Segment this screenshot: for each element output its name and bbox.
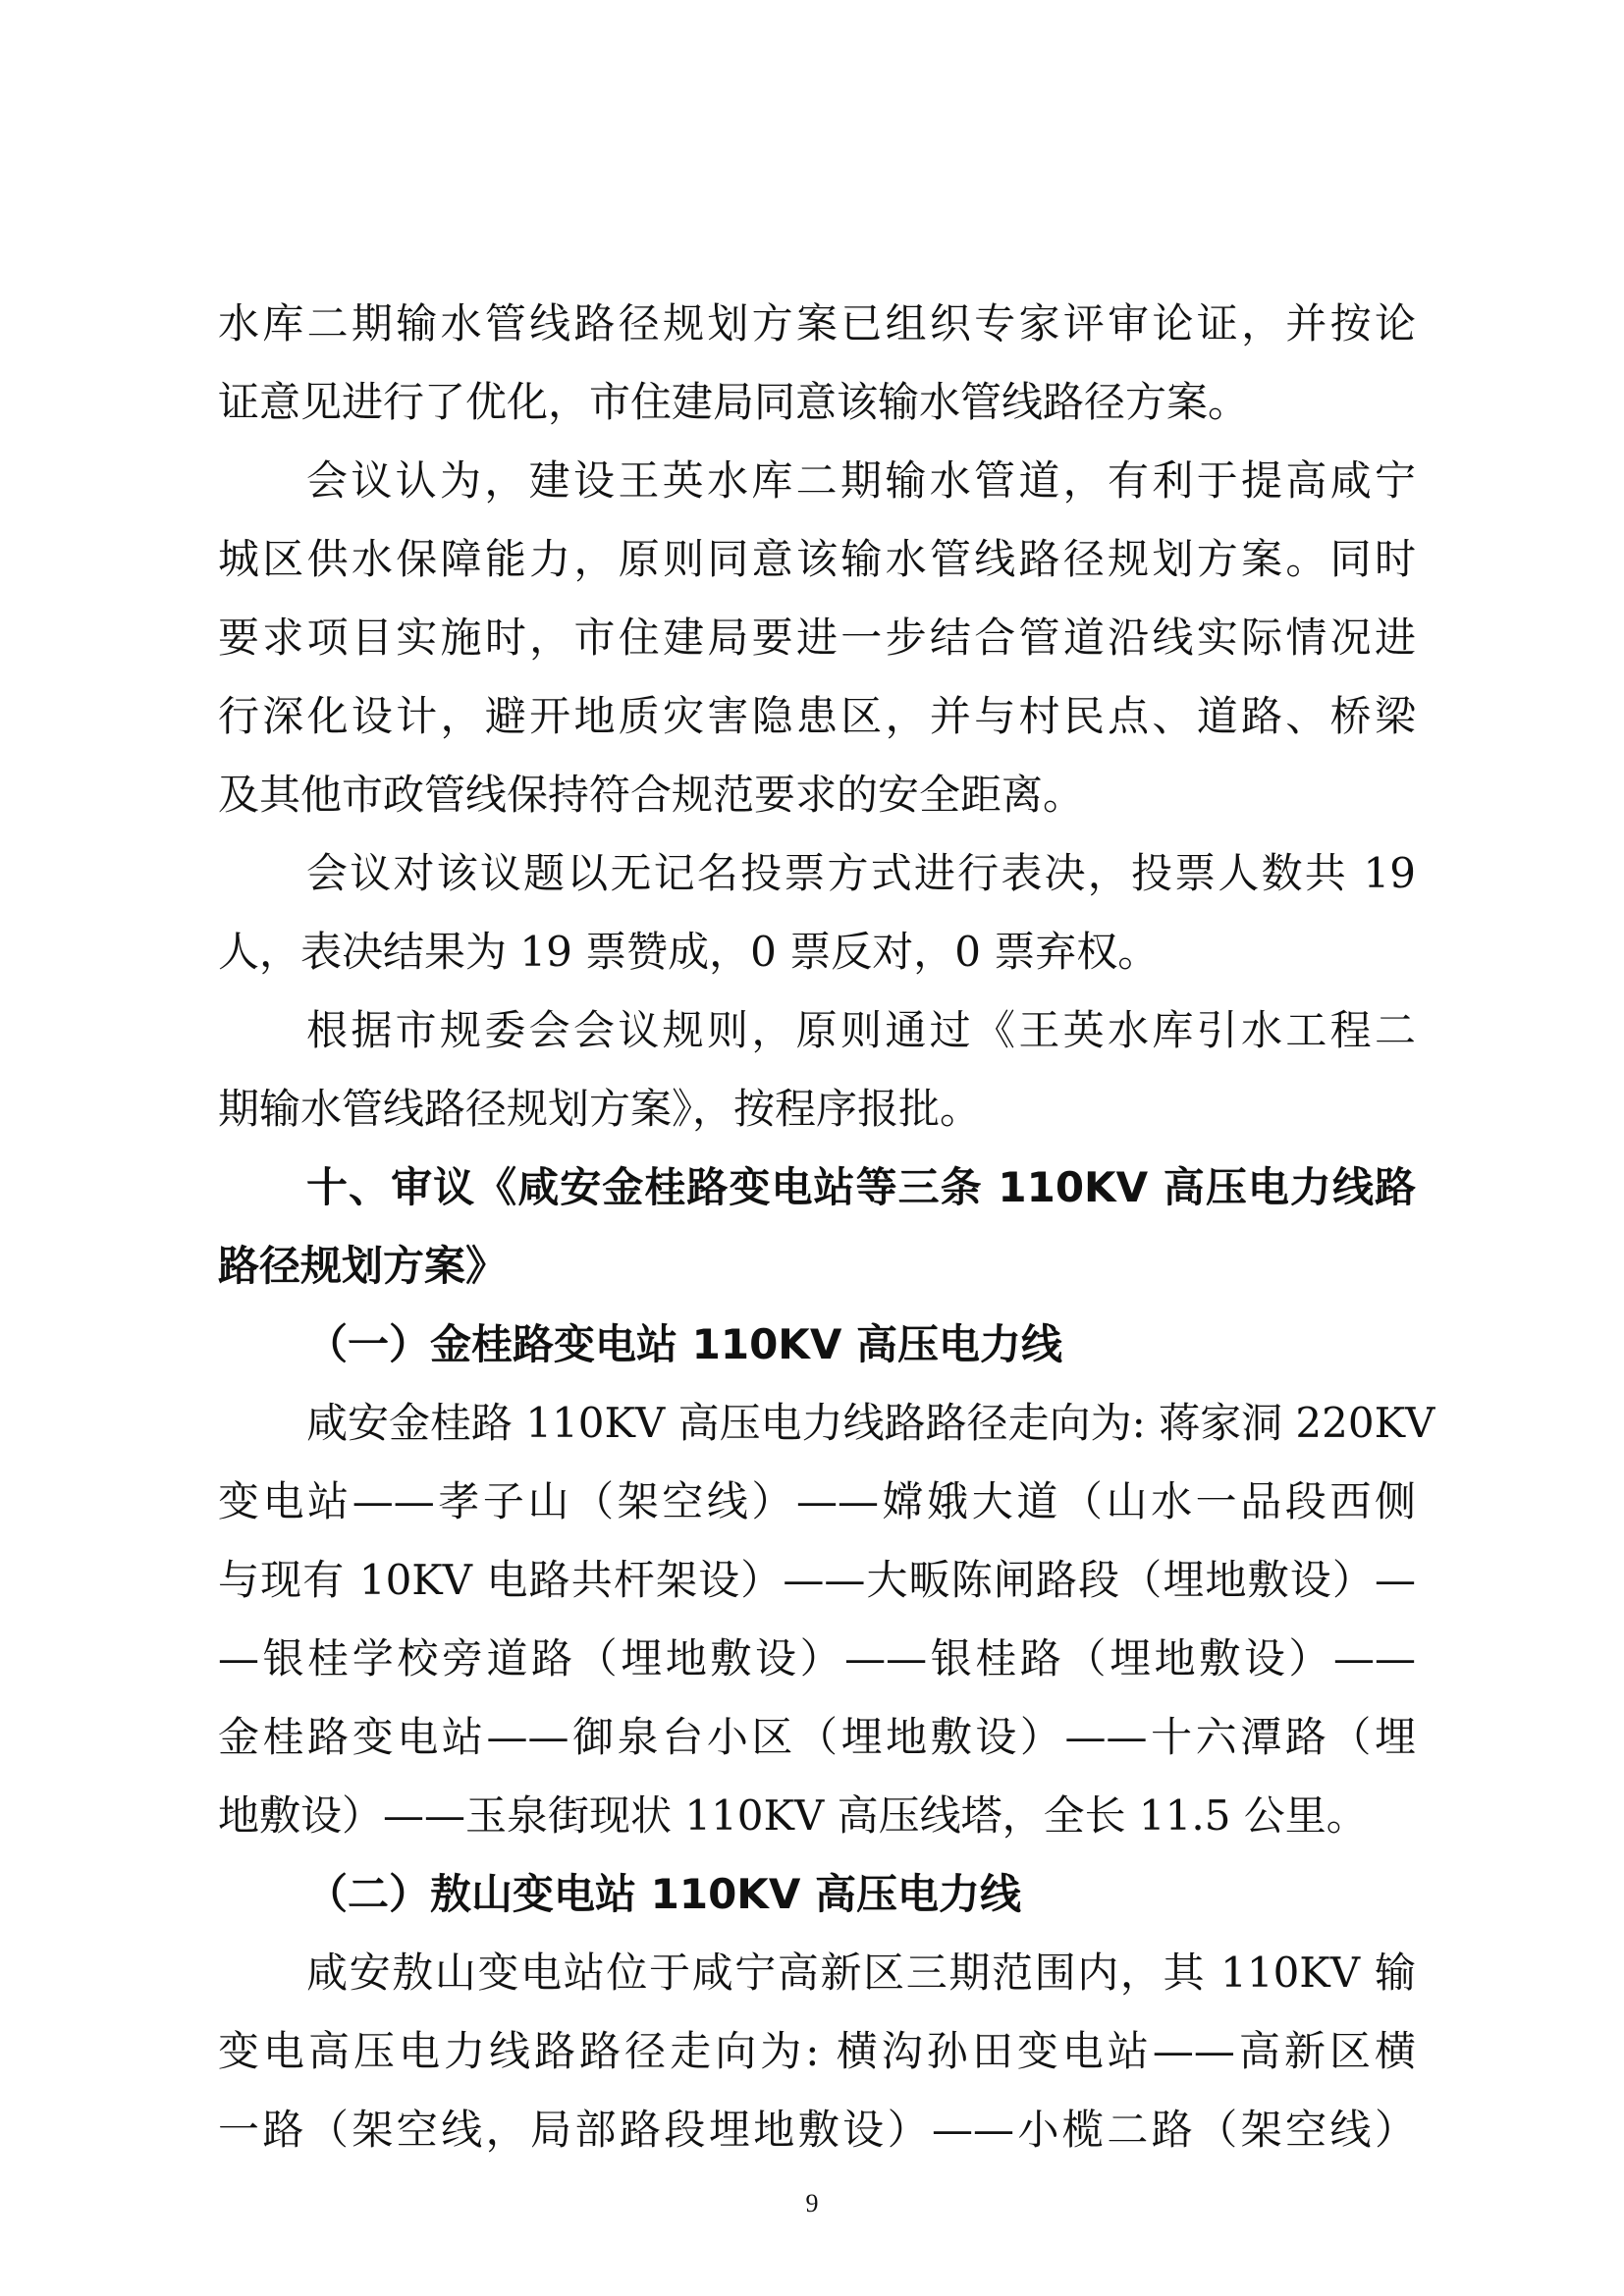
paragraph-line: 城区供水保障能力，原则同意该输水管线路径规划方案。同时 <box>218 535 1416 583</box>
paragraph-line: 行深化设计，避开地质灾害隐患区，并与村民点、道路、桥梁 <box>218 692 1416 740</box>
section-heading: 路径规划方案》 <box>218 1242 508 1290</box>
paragraph-line: 咸安金桂路 110KV 高压电力线路路径走向为: 蒋家洞 220KV <box>306 1399 1435 1447</box>
paragraph-line: 根据市规委会会议规则，原则通过《王英水库引水工程二 <box>306 1006 1416 1054</box>
paragraph-line: 证意见进行了优化，市住建局同意该输水管线路径方案。 <box>218 378 1250 426</box>
paragraph-line: 人，表决结果为 19 票赞成，0 票反对，0 票弃权。 <box>218 928 1160 976</box>
paragraph-line: 地敷设）——玉泉街现状 110KV 高压线塔，全长 11.5 公里。 <box>218 1791 1368 1840</box>
paragraph-line: 变电站——孝子山（架空线）——嫦娥大道（山水一品段西侧 <box>218 1477 1416 1525</box>
paragraph-line: 水库二期输水管线路径规划方案已组织专家评审论证，并按论 <box>218 299 1416 347</box>
page-number: 9 <box>805 2189 819 2217</box>
paragraph-line: 会议对该议题以无记名投票方式进行表决，投票人数共 19 <box>306 849 1416 897</box>
paragraph-line: 与现有 10KV 电路共杆架设）——大畈陈闸路段（埋地敷设）— <box>218 1556 1416 1604</box>
subsection-heading: （一）金桂路变电站 110KV 高压电力线 <box>306 1320 1062 1368</box>
paragraph-line: 咸安敖山变电站位于咸宁高新区三期范围内，其 110KV 输 <box>306 1949 1416 1997</box>
paragraph-line: 变电高压电力线路路径走向为: 横沟孙田变电站——高新区横 <box>218 2027 1416 2075</box>
paragraph-line: 期输水管线路径规划方案》，按程序报批。 <box>218 1085 982 1133</box>
paragraph-line: 一路（架空线，局部路段埋地敷设）——小榄二路（架空线） <box>218 2106 1416 2154</box>
paragraph-line: 要求项目实施时，市住建局要进一步结合管道沿线实际情况进 <box>218 614 1416 662</box>
subsection-heading: （二）敖山变电站 110KV 高压电力线 <box>306 1870 1021 1918</box>
paragraph-line: 金桂路变电站——御泉台小区（埋地敷设）——十六潭路（埋 <box>218 1713 1416 1761</box>
paragraph-line: 会议认为，建设王英水库二期输水管道，有利于提高咸宁 <box>306 456 1416 505</box>
paragraph-line: —银桂学校旁道路（埋地敷设）——银桂路（埋地敷设）—— <box>218 1634 1416 1682</box>
section-heading: 十、审议《咸安金桂路变电站等三条 110KV 高压电力线路 <box>306 1163 1416 1211</box>
paragraph-line: 及其他市政管线保持符合规范要求的安全距离。 <box>218 771 1085 819</box>
